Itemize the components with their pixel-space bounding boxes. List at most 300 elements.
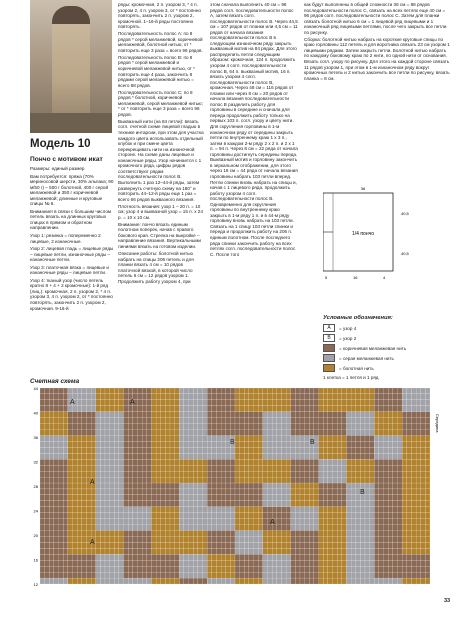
- chart-cell: [54, 447, 59, 453]
- chart-cell: [86, 554, 91, 560]
- chart-cell: [110, 542, 115, 548]
- chart-cell: [323, 525, 328, 531]
- chart-cell: [421, 424, 426, 430]
- chart-cell: [281, 489, 286, 495]
- chart-cell: [244, 531, 249, 537]
- chart-cell: [68, 501, 73, 507]
- chart-cell: [425, 495, 430, 501]
- chart-cell: [240, 447, 245, 453]
- chart-cell: [393, 418, 398, 424]
- chart-cell: [407, 430, 412, 436]
- chart-cell: [300, 477, 305, 483]
- chart-cell: [272, 412, 277, 418]
- chart-cell: [49, 441, 54, 447]
- chart-cell: [49, 548, 54, 554]
- chart-cell: [68, 388, 73, 394]
- y-tick-label: 28: [33, 484, 38, 489]
- chart-cell: [319, 578, 324, 584]
- chart-cell: [226, 501, 231, 507]
- chart-cell: [421, 471, 426, 477]
- chart-cell: [110, 483, 115, 489]
- chart-cell: [360, 465, 365, 471]
- chart-cell: [277, 388, 282, 394]
- chart-cell: [212, 394, 217, 400]
- chart-cell: [388, 465, 393, 471]
- chart-cell: [328, 406, 333, 412]
- chart-cell: [59, 400, 64, 406]
- chart-cell: [151, 501, 156, 507]
- chart-cell: [360, 418, 365, 424]
- chart-cell: [244, 453, 249, 459]
- chart-cell: [249, 400, 254, 406]
- chart-cell: [49, 572, 54, 578]
- chart-cell: [230, 578, 235, 584]
- chart-cell: [277, 412, 282, 418]
- chart-cell: [384, 406, 389, 412]
- chart-cell: [221, 578, 226, 584]
- chart-cell: [82, 525, 87, 531]
- chart-cell: [216, 519, 221, 525]
- chart-cell: [128, 531, 133, 537]
- chart-cell: [249, 430, 254, 436]
- chart-cell: [207, 489, 212, 495]
- chart-cell: [411, 441, 416, 447]
- chart-cell: [216, 406, 221, 412]
- chart-cell: [128, 566, 133, 572]
- chart-cell: [425, 531, 430, 537]
- chart-cell: [184, 572, 189, 578]
- chart-cell: [319, 471, 324, 477]
- chart-cell: [314, 572, 319, 578]
- chart-cell: [207, 483, 212, 489]
- chart-cell: [91, 519, 96, 525]
- chart-cell: [175, 531, 180, 537]
- chart-cell: [45, 501, 50, 507]
- chart-cell: [124, 501, 129, 507]
- chart-cell: [73, 495, 78, 501]
- chart-cell: [379, 418, 384, 424]
- chart-cell: [351, 578, 356, 584]
- chart-cell: [151, 418, 156, 424]
- legend-note: 1 клетка = 1 петля и 1 ряд: [323, 375, 379, 380]
- chart-cell: [68, 406, 73, 412]
- column-2: [118, 2, 204, 286]
- chart-cell: [226, 406, 231, 412]
- chart-cell: [119, 483, 124, 489]
- chart-cell: [198, 548, 203, 554]
- chart-cell: [156, 548, 161, 554]
- chart-cell: [370, 525, 375, 531]
- chart-cell: [235, 578, 240, 584]
- chart-cell: [189, 412, 194, 418]
- chart-cell: [421, 418, 426, 424]
- chart-cell: [189, 465, 194, 471]
- chart-cell: [226, 531, 231, 537]
- chart-cell: [151, 566, 156, 572]
- chart-cell: [142, 471, 147, 477]
- chart-cell: [184, 536, 189, 542]
- chart-cell: [323, 441, 328, 447]
- chart-cell: [110, 424, 115, 430]
- chart-cell: [161, 525, 166, 531]
- chart-cell: [161, 554, 166, 560]
- chart-cell: [189, 542, 194, 548]
- chart-cell: [82, 554, 87, 560]
- chart-cell: [147, 388, 152, 394]
- chart-cell: [365, 388, 370, 394]
- chart-cell: [240, 412, 245, 418]
- chart-cell: [235, 489, 240, 495]
- chart-cell: [45, 424, 50, 430]
- chart-cell: [124, 453, 129, 459]
- dim-bottom-3: 4: [383, 275, 386, 280]
- chart-cell: [105, 430, 110, 436]
- chart-cell: [323, 548, 328, 554]
- chart-cell: [351, 430, 356, 436]
- chart-cell: [189, 430, 194, 436]
- chart-cell: [91, 388, 96, 394]
- chart-cell: [374, 400, 379, 406]
- chart-cell: [100, 441, 105, 447]
- chart-cell: [337, 394, 342, 400]
- chart-cell: [291, 453, 296, 459]
- chart-cell: [189, 483, 194, 489]
- chart-cell: [374, 412, 379, 418]
- chart-cell: [40, 531, 45, 537]
- chart-cell: [189, 519, 194, 525]
- chart-cell: [291, 400, 296, 406]
- chart-cell: [184, 465, 189, 471]
- chart-cell: [198, 495, 203, 501]
- chart-cell: [68, 507, 73, 513]
- chart-cell: [156, 418, 161, 424]
- chart-cell: [407, 566, 412, 572]
- chart-cell: [342, 436, 347, 442]
- chart-cell: [212, 507, 217, 513]
- chart-cell: [393, 519, 398, 525]
- chart-cell: [291, 548, 296, 554]
- chart-cell: [212, 430, 217, 436]
- chart-cell: [138, 406, 143, 412]
- chart-cell: [63, 525, 68, 531]
- chart-cell: [319, 489, 324, 495]
- chart-cell: [161, 531, 166, 537]
- chart-cell: [165, 495, 170, 501]
- chart-cell: [184, 554, 189, 560]
- chart-cell: [230, 406, 235, 412]
- chart-cell: [189, 447, 194, 453]
- chart-cell: [86, 519, 91, 525]
- chart-cell: [277, 471, 282, 477]
- chart-cell: [230, 513, 235, 519]
- chart-cell: [119, 471, 124, 477]
- chart-cell: [73, 471, 78, 477]
- chart-cell: [235, 554, 240, 560]
- chart-cell: [374, 459, 379, 465]
- chart-cell: [235, 536, 240, 542]
- chart-cell: [105, 531, 110, 537]
- chart-cell: [105, 560, 110, 566]
- chart-cell: [379, 424, 384, 430]
- chart-cell: [138, 483, 143, 489]
- chart-cell: [156, 430, 161, 436]
- chart-cell: [249, 394, 254, 400]
- chart-cell: [230, 531, 235, 537]
- chart-cell: [263, 459, 268, 465]
- chart-cell: [295, 447, 300, 453]
- chart-cell: [319, 406, 324, 412]
- chart-cell: [212, 453, 217, 459]
- legend-text: = болотная нить: [339, 365, 374, 371]
- chart-cell: [226, 536, 231, 542]
- chart-cell: [203, 394, 208, 400]
- chart-cell: [235, 501, 240, 507]
- chart-cell: [416, 441, 421, 447]
- chart-cell: [309, 489, 314, 495]
- chart-cell: [286, 453, 291, 459]
- chart-cell: [193, 489, 198, 495]
- chart-cell: [258, 566, 263, 572]
- col4-paragraph: Сборка: болотной нитью набрать на короткие круговые спицы по краю горловины 112 петель и для воротника связать 23 см узором 1 лицевыми рядами. Затем закрыть петли. Болотной нитью набрать по каждому боковому краю по 2 нити, по одной нити от основания. Вязать согл. узору по рисунку. Для этого на каждой стороне связать 11 рядов узором 1, при этом в 1-м изнаночном ряду вокруг кромочных петель и 2 нитью закончить все петли по рисунку, вязать планка = 8 см.: [304, 36, 450, 81]
- chart-cell: [374, 548, 379, 554]
- chart-cell: [77, 418, 82, 424]
- chart-cell: [63, 531, 68, 537]
- chart-cell: [240, 519, 245, 525]
- chart-cell: [393, 525, 398, 531]
- chart-cell: [49, 554, 54, 560]
- chart-cell: [49, 489, 54, 495]
- chart-cell: [365, 418, 370, 424]
- chart-cell: [156, 412, 161, 418]
- chart-cell: [147, 471, 152, 477]
- chart-cell: [393, 548, 398, 554]
- chart-cell: [175, 536, 180, 542]
- chart-cell: [402, 572, 407, 578]
- chart-cell: [59, 560, 64, 566]
- chart-cell: [351, 560, 356, 566]
- chart-cell: [346, 542, 351, 548]
- chart-cell: [402, 418, 407, 424]
- chart-cell: [128, 554, 133, 560]
- chart-cell: [333, 406, 338, 412]
- chart-cell: [133, 560, 138, 566]
- chart-cell: [151, 424, 156, 430]
- chart-cell: [96, 477, 101, 483]
- chart-cell: [133, 501, 138, 507]
- chart-cell: [59, 412, 64, 418]
- chart-cell: [175, 542, 180, 548]
- chart-cell: [333, 566, 338, 572]
- chart-cell: [133, 525, 138, 531]
- chart-cell: [184, 501, 189, 507]
- chart-cell: [73, 525, 78, 531]
- chart-cell: [216, 542, 221, 548]
- chart-cell: [193, 459, 198, 465]
- chart-cell: [124, 441, 129, 447]
- chart-cell: [263, 501, 268, 507]
- chart-cell: [398, 424, 403, 430]
- chart-cell: [161, 507, 166, 513]
- chart-cell: [100, 430, 105, 436]
- chart-cell: [328, 501, 333, 507]
- chart-cell: [49, 400, 54, 406]
- chart-cell: [203, 548, 208, 554]
- chart-cell: [68, 566, 73, 572]
- chart-cell: [309, 412, 314, 418]
- chart-cell: [235, 513, 240, 519]
- chart-cell: [416, 519, 421, 525]
- chart-cell: [175, 430, 180, 436]
- chart-cell: [337, 471, 342, 477]
- chart-cell: [342, 418, 347, 424]
- chart-cell: [110, 513, 115, 519]
- chart-cell: [337, 441, 342, 447]
- chart-cell: [365, 513, 370, 519]
- chart-cell: [323, 430, 328, 436]
- chart-cell: [193, 548, 198, 554]
- chart-cell: [235, 453, 240, 459]
- chart-cell: [425, 519, 430, 525]
- chart-cell: [203, 447, 208, 453]
- chart-cell: [179, 519, 184, 525]
- chart-cell: [147, 483, 152, 489]
- chart-cell: [379, 525, 384, 531]
- chart-cell: [68, 519, 73, 525]
- chart-cell: [63, 453, 68, 459]
- chart-cell: [212, 447, 217, 453]
- chart-cell: [365, 554, 370, 560]
- chart-cell: [68, 418, 73, 424]
- chart-cell: [221, 560, 226, 566]
- chart-cell: [226, 554, 231, 560]
- chart-cell: [351, 536, 356, 542]
- chart-cell: [240, 536, 245, 542]
- chart-cell: [351, 412, 356, 418]
- chart-cell: [277, 501, 282, 507]
- chart-cell: [165, 471, 170, 477]
- chart-cell: [133, 441, 138, 447]
- chart-cell: [365, 471, 370, 477]
- chart-cell: [230, 412, 235, 418]
- chart-cell: [407, 394, 412, 400]
- chart-cell: [165, 501, 170, 507]
- chart-cell: [365, 536, 370, 542]
- chart-cell: [175, 412, 180, 418]
- chart-cell: [384, 507, 389, 513]
- chart-cell: [360, 436, 365, 442]
- chart-cell: [179, 501, 184, 507]
- chart-cell: [384, 447, 389, 453]
- chart-cell: [86, 430, 91, 436]
- chart-cell: [216, 495, 221, 501]
- dim-right-2: 40,5: [401, 251, 409, 256]
- chart-cell: [254, 483, 259, 489]
- chart-cell: [323, 542, 328, 548]
- chart-cell: [342, 465, 347, 471]
- chart-cell: [40, 548, 45, 554]
- chart-cell: [346, 536, 351, 542]
- chart-cell: [300, 447, 305, 453]
- chart-cell: [305, 465, 310, 471]
- chart-cell: [124, 507, 129, 513]
- chart-cell: [203, 477, 208, 483]
- chart-cell: [189, 453, 194, 459]
- chart-cell: [100, 495, 105, 501]
- chart-cell: [96, 507, 101, 513]
- chart-cell: [370, 471, 375, 477]
- legend-swatch-olive: [323, 364, 335, 372]
- chart-cell: [314, 477, 319, 483]
- chart-cell: [161, 436, 166, 442]
- chart-cell: [240, 560, 245, 566]
- chart-cell: [133, 388, 138, 394]
- chart-cell: [91, 578, 96, 584]
- chart-cell: [40, 566, 45, 572]
- chart-cell: [230, 536, 235, 542]
- chart-cell: [54, 418, 59, 424]
- chart-cell: [45, 418, 50, 424]
- chart-cell: [212, 400, 217, 406]
- chart-cell: [291, 418, 296, 424]
- chart-cell: [351, 507, 356, 513]
- chart-cell: [393, 560, 398, 566]
- chart-cell: [235, 542, 240, 548]
- chart-cell: [156, 536, 161, 542]
- chart-cell: [333, 441, 338, 447]
- chart-cell: [351, 572, 356, 578]
- chart-cell: [328, 489, 333, 495]
- chart-cell: [337, 483, 342, 489]
- chart-cell: [388, 519, 393, 525]
- chart-cell: [328, 483, 333, 489]
- chart-cell: [226, 489, 231, 495]
- chart-cell: [73, 572, 78, 578]
- chart-cell: [184, 430, 189, 436]
- chart-cell: [193, 447, 198, 453]
- chart-cell: [384, 477, 389, 483]
- chart-cell: [54, 542, 59, 548]
- chart-cell: [425, 412, 430, 418]
- chart-cell: [379, 430, 384, 436]
- chart-cell: [291, 531, 296, 537]
- chart-cell: [216, 483, 221, 489]
- chart-cell: [128, 471, 133, 477]
- chart-cell: [147, 536, 152, 542]
- chart-cell: [337, 513, 342, 519]
- chart-cell: [309, 483, 314, 489]
- chart-cell: [286, 436, 291, 442]
- chart-cell: [54, 519, 59, 525]
- chart-cell: [421, 548, 426, 554]
- chart-cell: [398, 525, 403, 531]
- chart-cell: [314, 542, 319, 548]
- chart-cell: [54, 388, 59, 394]
- chart-cell: [333, 412, 338, 418]
- chart-cell: [226, 495, 231, 501]
- chart-cell: [402, 436, 407, 442]
- chart-cell: [124, 447, 129, 453]
- chart-cell: [258, 453, 263, 459]
- chart-cell: [189, 566, 194, 572]
- chart-cell: [337, 548, 342, 554]
- chart-cell: [337, 531, 342, 537]
- chart-cell: [221, 400, 226, 406]
- chart-cell: [323, 412, 328, 418]
- chart-cell: [407, 560, 412, 566]
- chart-cell: [68, 525, 73, 531]
- chart-cell: [388, 453, 393, 459]
- chart-cell: [138, 459, 143, 465]
